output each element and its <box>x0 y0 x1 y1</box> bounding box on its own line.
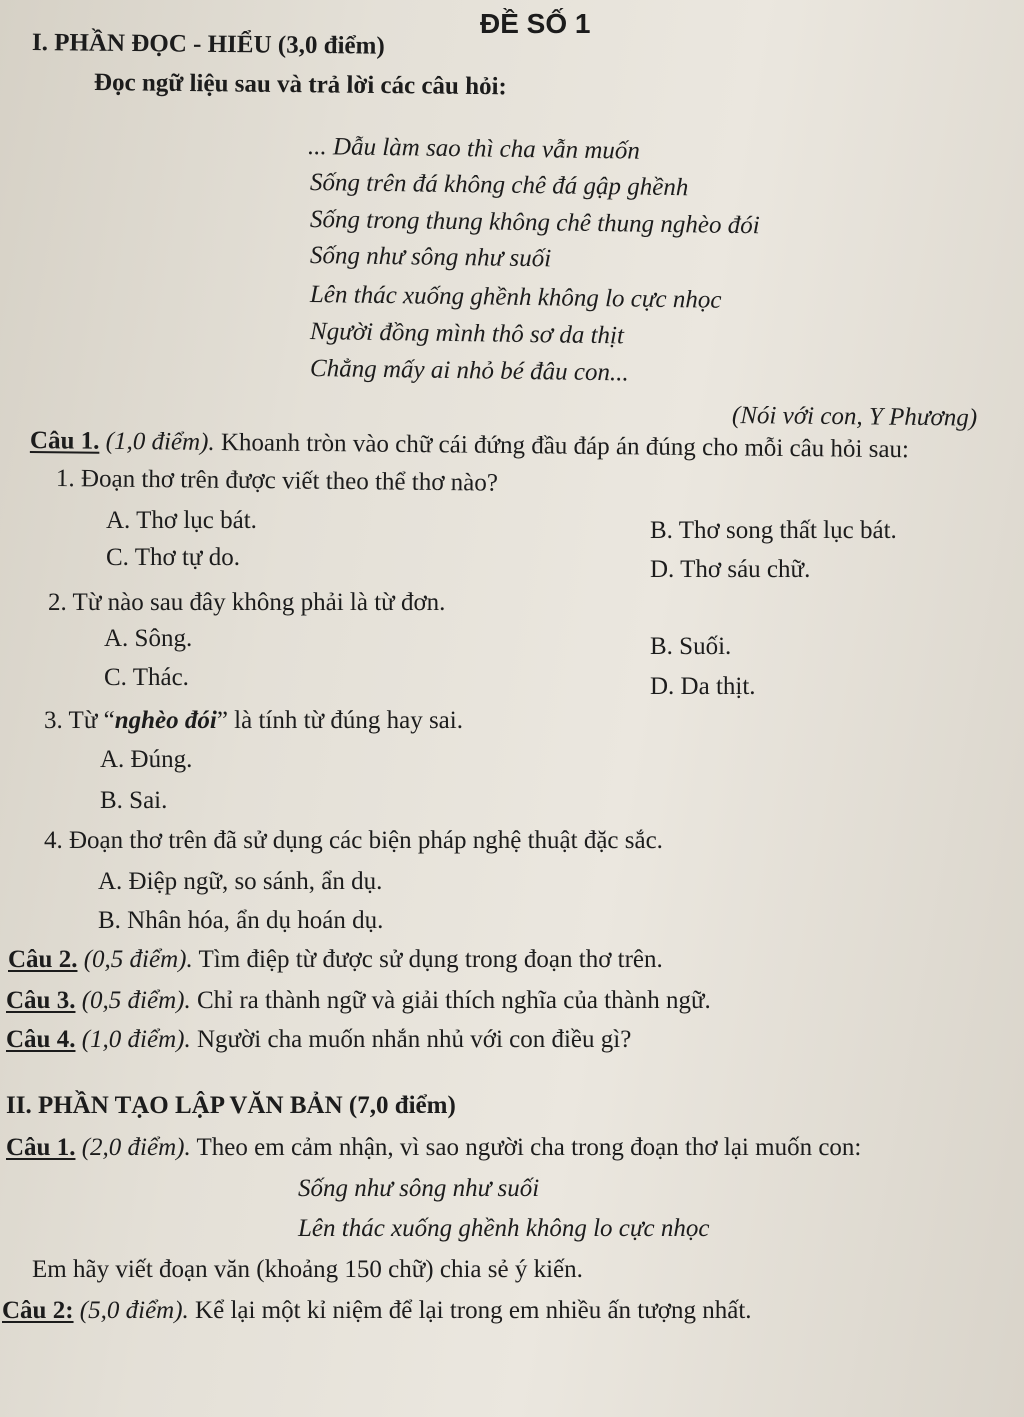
part1-heading: I. PHẦN ĐỌC - HIỂU (3,0 điểm) <box>31 29 385 60</box>
question-points: (5,0 điểm). <box>79 1297 189 1324</box>
question-text: Theo em cảm nhận, vì sao người cha trong đoạn thơ lại muốn con: <box>196 1134 862 1161</box>
mcq-1-option-a: A. Thơ lục bát. <box>106 507 257 534</box>
mcq-3-question-end: ” là tính từ đúng hay sai. <box>216 707 463 734</box>
question-label: Câu 1. <box>6 1134 76 1161</box>
poem-line: Sống trong thung không chê thung nghèo đói <box>309 206 760 240</box>
mcq-3-question <box>44 708 463 733</box>
essay-1-line <box>6 1135 861 1160</box>
question-text: Tìm điệp từ được sử dụng trong đoạn thơ trên. <box>198 946 663 973</box>
poem-line: Người đồng mình thô sơ da thịt <box>309 318 625 350</box>
question-1-line <box>30 428 909 462</box>
question-text: Chỉ ra thành ngữ và giải thích nghĩa của thành ngữ. <box>196 987 711 1014</box>
poem-line: ... Dẫu làm sao thì cha vẫn muốn <box>307 133 641 165</box>
question-points: (1,0 điểm). <box>81 1026 191 1053</box>
mcq-1-option-b: B. Thơ song thất lục bát. <box>650 517 897 544</box>
essay-1-quote-line: Sống như sông như suối <box>298 1175 540 1202</box>
poem-line: Sống trên đá không chê đá gập ghềnh <box>309 169 689 202</box>
question-3-line <box>6 988 711 1013</box>
essay-1-quote-line: Lên thác xuống ghềnh không lo cực nhọc <box>298 1215 710 1242</box>
mcq-1-option-d: D. Thơ sáu chữ. <box>650 556 811 583</box>
mcq-2-option-a: A. Sông. <box>104 625 193 652</box>
question-text: Khoanh tròn vào chữ cái đứng đầu đáp án đúng cho mỗi câu hỏi sau: <box>220 429 910 464</box>
question-4-line <box>6 1027 631 1052</box>
question-label: Câu 3. <box>6 987 76 1014</box>
question-points: (0,5 điểm). <box>81 987 191 1014</box>
mcq-3-option-a: A. Đúng. <box>100 746 193 773</box>
poem-line: Sống như sông như suối <box>309 242 552 273</box>
question-2-line <box>8 947 663 972</box>
question-text: Người cha muốn nhắn nhủ với con điều gì? <box>196 1026 632 1053</box>
mcq-2-option-b: B. Suối. <box>650 633 732 660</box>
mcq-4-option-a: A. Điệp ngữ, so sánh, ẩn dụ. <box>98 868 383 895</box>
part1-instruction: Đọc ngữ liệu sau và trả lời các câu hỏi: <box>93 69 507 101</box>
part2-heading: II. PHẦN TẠO LẬP VĂN BẢN (7,0 điểm) <box>6 1092 456 1119</box>
mcq-2-option-c: C. Thác. <box>104 664 189 691</box>
essay-2-line <box>2 1298 752 1323</box>
mcq-3-question-start: 3. Từ “ <box>44 707 115 734</box>
question-points: (0,5 điểm). <box>83 946 193 973</box>
mcq-1-question: 1. Đoạn thơ trên được viết theo thể thơ nào? <box>55 465 499 497</box>
mcq-3-option-b: B. Sai. <box>100 787 168 814</box>
question-label: Câu 4. <box>6 1026 76 1053</box>
question-label: Câu 2. <box>8 946 78 973</box>
question-points: (1,0 điểm). <box>105 427 215 456</box>
poem-source: (Nói với con, Y Phương) <box>731 402 978 432</box>
exam-title: ĐỀ SỐ 1 <box>480 8 591 39</box>
mcq-2-question: 2. Từ nào sau đây không phải là từ đơn. <box>48 589 446 616</box>
poem-line: Lên thác xuống ghềnh không lo cực nhọc <box>309 281 722 314</box>
mcq-4-question: 4. Đoạn thơ trên đã sử dụng các biện pháp nghệ thuật đặc sắc. <box>44 827 663 854</box>
mcq-2-option-d: D. Da thịt. <box>650 673 756 700</box>
poem-line: Chẳng mấy ai nhỏ bé đâu con... <box>309 355 629 387</box>
question-label: Câu 2: <box>2 1297 74 1324</box>
essay-1-task: Em hãy viết đoạn văn (khoảng 150 chữ) chia sẻ ý kiến. <box>32 1256 583 1283</box>
question-text: Kể lại một kỉ niệm để lại trong em nhiều ấn tượng nhất. <box>195 1297 752 1324</box>
mcq-4-option-b: B. Nhân hóa, ẩn dụ hoán dụ. <box>98 907 384 934</box>
mcq-3-term: nghèo đói <box>114 707 217 734</box>
mcq-1-option-c: C. Thơ tự do. <box>106 544 240 571</box>
question-label: Câu 1. <box>29 427 100 455</box>
question-points: (2,0 điểm). <box>81 1134 191 1161</box>
